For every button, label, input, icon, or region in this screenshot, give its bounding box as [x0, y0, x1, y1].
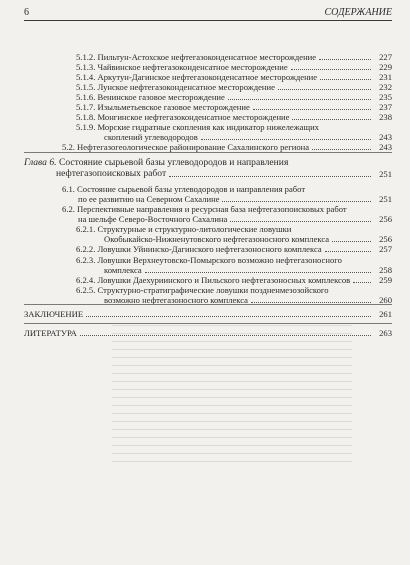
dot-leader — [86, 315, 371, 317]
toc-entry-text: 6.2. Перспективные направления и ресурсная база нефтегазопоисковых работ — [62, 204, 347, 214]
dot-leader — [230, 220, 371, 222]
show-through-lines — [112, 318, 352, 478]
toc-entry-text: 6.1. Состояние сырьевой базы углеводородов и направления работ — [62, 184, 306, 194]
chapter-title: Состояние сырьевой базы углеводородов и направления — [58, 157, 289, 168]
toc-entry-continuation: скоплений углеводородов — [104, 132, 198, 142]
toc-page-number: 258 — [379, 265, 392, 275]
chapter-label: Глава 6. — [24, 157, 57, 168]
dot-leader — [253, 108, 371, 110]
toc-entry-text: 5.1.7. Изыльметьевское газовое месторождение — [76, 102, 250, 112]
toc-entry-text: 6.2.4. Ловушки Даехуриинского и Пильского нефтегазоносных комплексов — [76, 275, 351, 285]
toc-entry — [78, 214, 392, 224]
dot-leader — [251, 301, 371, 303]
toc-entry — [62, 142, 392, 152]
dot-leader — [201, 138, 371, 140]
toc-page-number: 243 — [379, 132, 392, 142]
dot-leader — [228, 98, 371, 100]
dot-leader — [145, 271, 371, 273]
dot-leader — [292, 118, 371, 120]
divider — [24, 304, 392, 305]
toc-page-number: 232 — [379, 82, 392, 92]
toc-entry-text: 6.2.5. Структурно-стратиграфические ловушки поздненмезозойского — [76, 285, 329, 295]
dot-leader — [332, 240, 371, 242]
toc-page-number: 251 — [379, 169, 392, 179]
toc-page-number: 260 — [379, 295, 392, 305]
page-header — [24, 6, 392, 21]
toc-entry-text: 5.1.2. Пильтун-Астохское нефтегазоконденсатное месторождение — [76, 52, 317, 62]
toc-entry-text: 5.1.9. Морские гидратные скопления как индикатор нижележащих — [76, 122, 319, 132]
toc-entry — [76, 72, 392, 82]
dot-leader — [319, 58, 371, 60]
dot-leader — [353, 281, 371, 283]
toc-page-number: 243 — [379, 142, 392, 152]
toc-entry-text: 5.1.3. Чайвинское нефтегазоконденсатное месторождение — [76, 62, 288, 72]
toc-entry-text: 5.2. Нефтегазогеологическое районирование Сахалинского региона — [62, 142, 310, 152]
toc-page-number: 231 — [379, 72, 392, 82]
dot-leader — [320, 78, 371, 80]
toc-entry — [76, 52, 392, 62]
toc-page-number: 229 — [379, 62, 392, 72]
dot-leader — [169, 175, 371, 177]
toc-entry-text: 6.2.2. Ловушки Уйнинско-Дагинского нефтегазоносного комплекса — [76, 244, 322, 254]
toc-entry-continuation: Окобыкайско-Нижненутовского нефтегазоносного комплекса — [104, 234, 330, 244]
toc-entry-continuation: комплекса — [104, 265, 142, 275]
toc-page-number: 263 — [379, 328, 392, 338]
toc-page-number: 256 — [379, 214, 392, 224]
toc-entry — [76, 62, 392, 72]
dot-leader — [278, 88, 371, 90]
toc-entry-continuation: на шельфе Северо-Восточного Сахалина — [78, 214, 228, 224]
toc-entry-continuation: нефтегазопоисковых работ — [56, 168, 167, 179]
toc-entry — [104, 265, 392, 275]
toc-entry — [104, 234, 392, 244]
toc-entry-text: ЛИТЕРАТУРА — [24, 328, 77, 338]
page-title: СОДЕРЖАНИЕ — [324, 7, 392, 18]
toc-page-number: 238 — [379, 112, 392, 122]
toc-entry — [76, 112, 392, 122]
dot-leader — [325, 250, 371, 252]
toc-entry — [76, 92, 392, 102]
page-number: 6 — [24, 7, 29, 18]
divider — [24, 152, 392, 153]
toc-entry — [56, 169, 392, 179]
toc-entry-text: 5.1.6. Венинское газовое месторождение — [76, 92, 225, 102]
toc-entry-continuation: возможно нефтегазоносного комплекса — [104, 295, 248, 305]
toc-page-number: 251 — [379, 194, 392, 204]
toc-entry-text: 5.1.4. Аркутун-Дагинское нефтегазоконденсатное месторождение — [76, 72, 318, 82]
dot-leader — [312, 148, 371, 150]
dot-leader — [222, 200, 371, 202]
toc-page-number: 257 — [379, 244, 392, 254]
toc-entry — [104, 132, 392, 142]
toc-page-number: 261 — [379, 309, 392, 319]
toc-page-number: 237 — [379, 102, 392, 112]
toc-page-number: 259 — [379, 275, 392, 285]
toc-entry — [76, 102, 392, 112]
toc-entry — [76, 244, 392, 254]
chapter-heading — [24, 158, 288, 168]
toc-entry-text: 5.1.8. Монгинское нефтегазоконденсатное месторождение — [76, 112, 290, 122]
toc-entry-text: 5.1.5. Лунское нефтегазоконденсатное месторождение — [76, 82, 275, 92]
toc-entry-continuation: по ее развитию на Северном Сахалине — [78, 194, 220, 204]
toc-page-number: 227 — [379, 52, 392, 62]
toc-page-number: 235 — [379, 92, 392, 102]
toc-entry-text: 6.2.1. Структурные и структурно-литологические ловушки — [76, 224, 292, 234]
toc-entry-text: ЗАКЛЮЧЕНИЕ — [24, 309, 84, 319]
toc-entry — [76, 275, 392, 285]
toc-entry-text: 6.2.3. Ловушки Верхнеутовско-Помырского возможно нефтегазоносного — [76, 255, 342, 265]
toc-entry — [78, 194, 392, 204]
dot-leader — [291, 68, 371, 70]
toc-page-number: 256 — [379, 234, 392, 244]
toc-entry — [76, 82, 392, 92]
